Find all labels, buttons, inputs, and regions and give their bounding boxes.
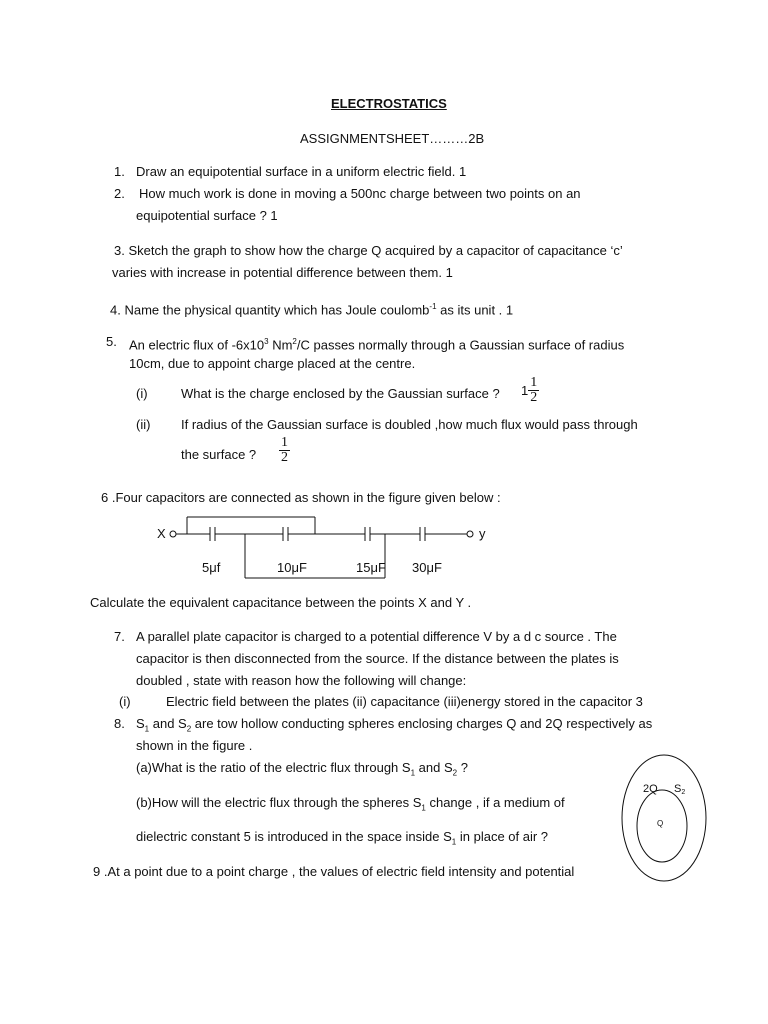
q7-sub-text: Electric field between the plates (ii) capacitance (iii)energy stored in the capacitor 3: [166, 694, 643, 709]
q5-i-text: What is the charge enclosed by the Gaussian surface ?: [181, 386, 500, 401]
q5-post: /C passes normally through a Gaussian surface of radius: [296, 337, 625, 353]
q4-sup: -1: [429, 302, 437, 311]
label-s2-sub: 2: [681, 789, 686, 796]
label-q: Q: [657, 819, 664, 828]
q7-line3: doubled , state with reason how the following will change:: [136, 673, 467, 688]
cap-label-10: 10μF: [277, 560, 307, 575]
q1-text: Draw an equipotential surface in a uniform electric field. 1: [136, 164, 467, 179]
q8-a-sub2: 2: [452, 768, 458, 778]
q9-text: 9 .At a point due to a point charge , the values of electric field intensity and potential: [93, 864, 575, 879]
q3-line2: varies with increase in potential difference between them. 1: [112, 265, 453, 280]
q8-s: S: [136, 716, 145, 731]
label-2q: 2Q: [643, 783, 658, 795]
q5-ii-frac-num: 1: [281, 435, 288, 450]
q8-c-post: in place of air ?: [456, 829, 549, 844]
q6-calc: Calculate the equivalent capacitance between the points X and Y .: [90, 595, 472, 610]
q7-sub-number: (i): [119, 694, 131, 709]
q7-number: 7.: [114, 629, 125, 644]
q8-a-pre: (a)What is the ratio of the electric flux through S: [136, 760, 411, 775]
q8-a-post: ?: [457, 760, 468, 775]
cap-label-15: 15μF: [356, 560, 386, 575]
q5-ii-text: If radius of the Gaussian surface is doubled ,how much flux would pass through: [181, 417, 638, 432]
page-subtitle: ASSIGNMENTSHEET………2B: [300, 131, 485, 146]
q5-line2: 10cm, due to appoint charge placed at the centre.: [129, 356, 416, 371]
page-title: ELECTROSTATICS: [331, 96, 447, 111]
q8-and: and S: [149, 716, 187, 731]
q8-a-mid: and S: [415, 760, 453, 775]
q5-i-whole: 1: [521, 383, 529, 398]
label-s2: [674, 783, 685, 796]
q1-number: 1.: [114, 164, 125, 179]
q5-number: 5.: [106, 334, 117, 349]
q7-line1: A parallel plate capacitor is charged to a potential difference V by a d c source . The: [136, 629, 617, 644]
q8-number: 8.: [114, 716, 125, 731]
label-x: X: [157, 526, 166, 541]
q8-b-pre: (b)How will the electric flux through the spheres S: [136, 795, 422, 810]
q5-ii-text2: the surface ?: [181, 447, 257, 462]
q6-text: 6 .Four capacitors are connected as shown in the figure given below :: [101, 490, 501, 505]
q5-sup2: 2: [292, 337, 297, 346]
q8-sub1: 1: [144, 724, 150, 734]
cap-label-5: 5μf: [202, 560, 221, 575]
cap-label-30: 30μF: [412, 560, 442, 575]
q2-line2: equipotential surface ? 1: [136, 208, 278, 223]
q8-a-sub1: 1: [410, 768, 416, 778]
q5-ii-frac-den: 2: [281, 450, 288, 465]
q5-mid: Nm: [268, 337, 293, 353]
q5-pre: An electric flux of -6x10: [129, 337, 265, 353]
q8-c-sub: 1: [451, 837, 457, 847]
q8-b-sub: 1: [421, 803, 426, 813]
q7-line2: capacitor is then disconnected from the source. If the distance between the plates is: [136, 651, 619, 666]
q8-b-post: change , if a medium of: [425, 795, 565, 810]
q8-c-pre: dielectric constant 5 is introduced in the space inside S: [136, 829, 452, 844]
label-s2-letter: S: [674, 783, 682, 795]
q5-ii-number: (ii): [136, 417, 151, 432]
q3-line1: 3. Sketch the graph to show how the charge Q acquired by a capacitor of capacitance ‘c’: [114, 243, 623, 258]
q4-post: as its unit . 1: [436, 302, 514, 318]
q5-i-frac-num: 1: [530, 375, 538, 390]
q5-i-number: (i): [136, 386, 148, 401]
q2-line1: How much work is done in moving a 500nc charge between two points on an: [139, 186, 581, 201]
q5-sup1: 3: [264, 337, 269, 346]
q2-number: 2.: [114, 186, 125, 201]
label-y: y: [479, 526, 486, 541]
q8-rest: are tow hollow conducting spheres enclosing charges Q and 2Q respectively as: [191, 716, 653, 731]
q8-sub2: 2: [186, 724, 192, 734]
q5-i-frac-den: 2: [530, 390, 538, 405]
q8-line2: shown in the figure .: [136, 738, 253, 753]
q4-pre: 4. Name the physical quantity which has Joule coulomb: [110, 302, 430, 318]
